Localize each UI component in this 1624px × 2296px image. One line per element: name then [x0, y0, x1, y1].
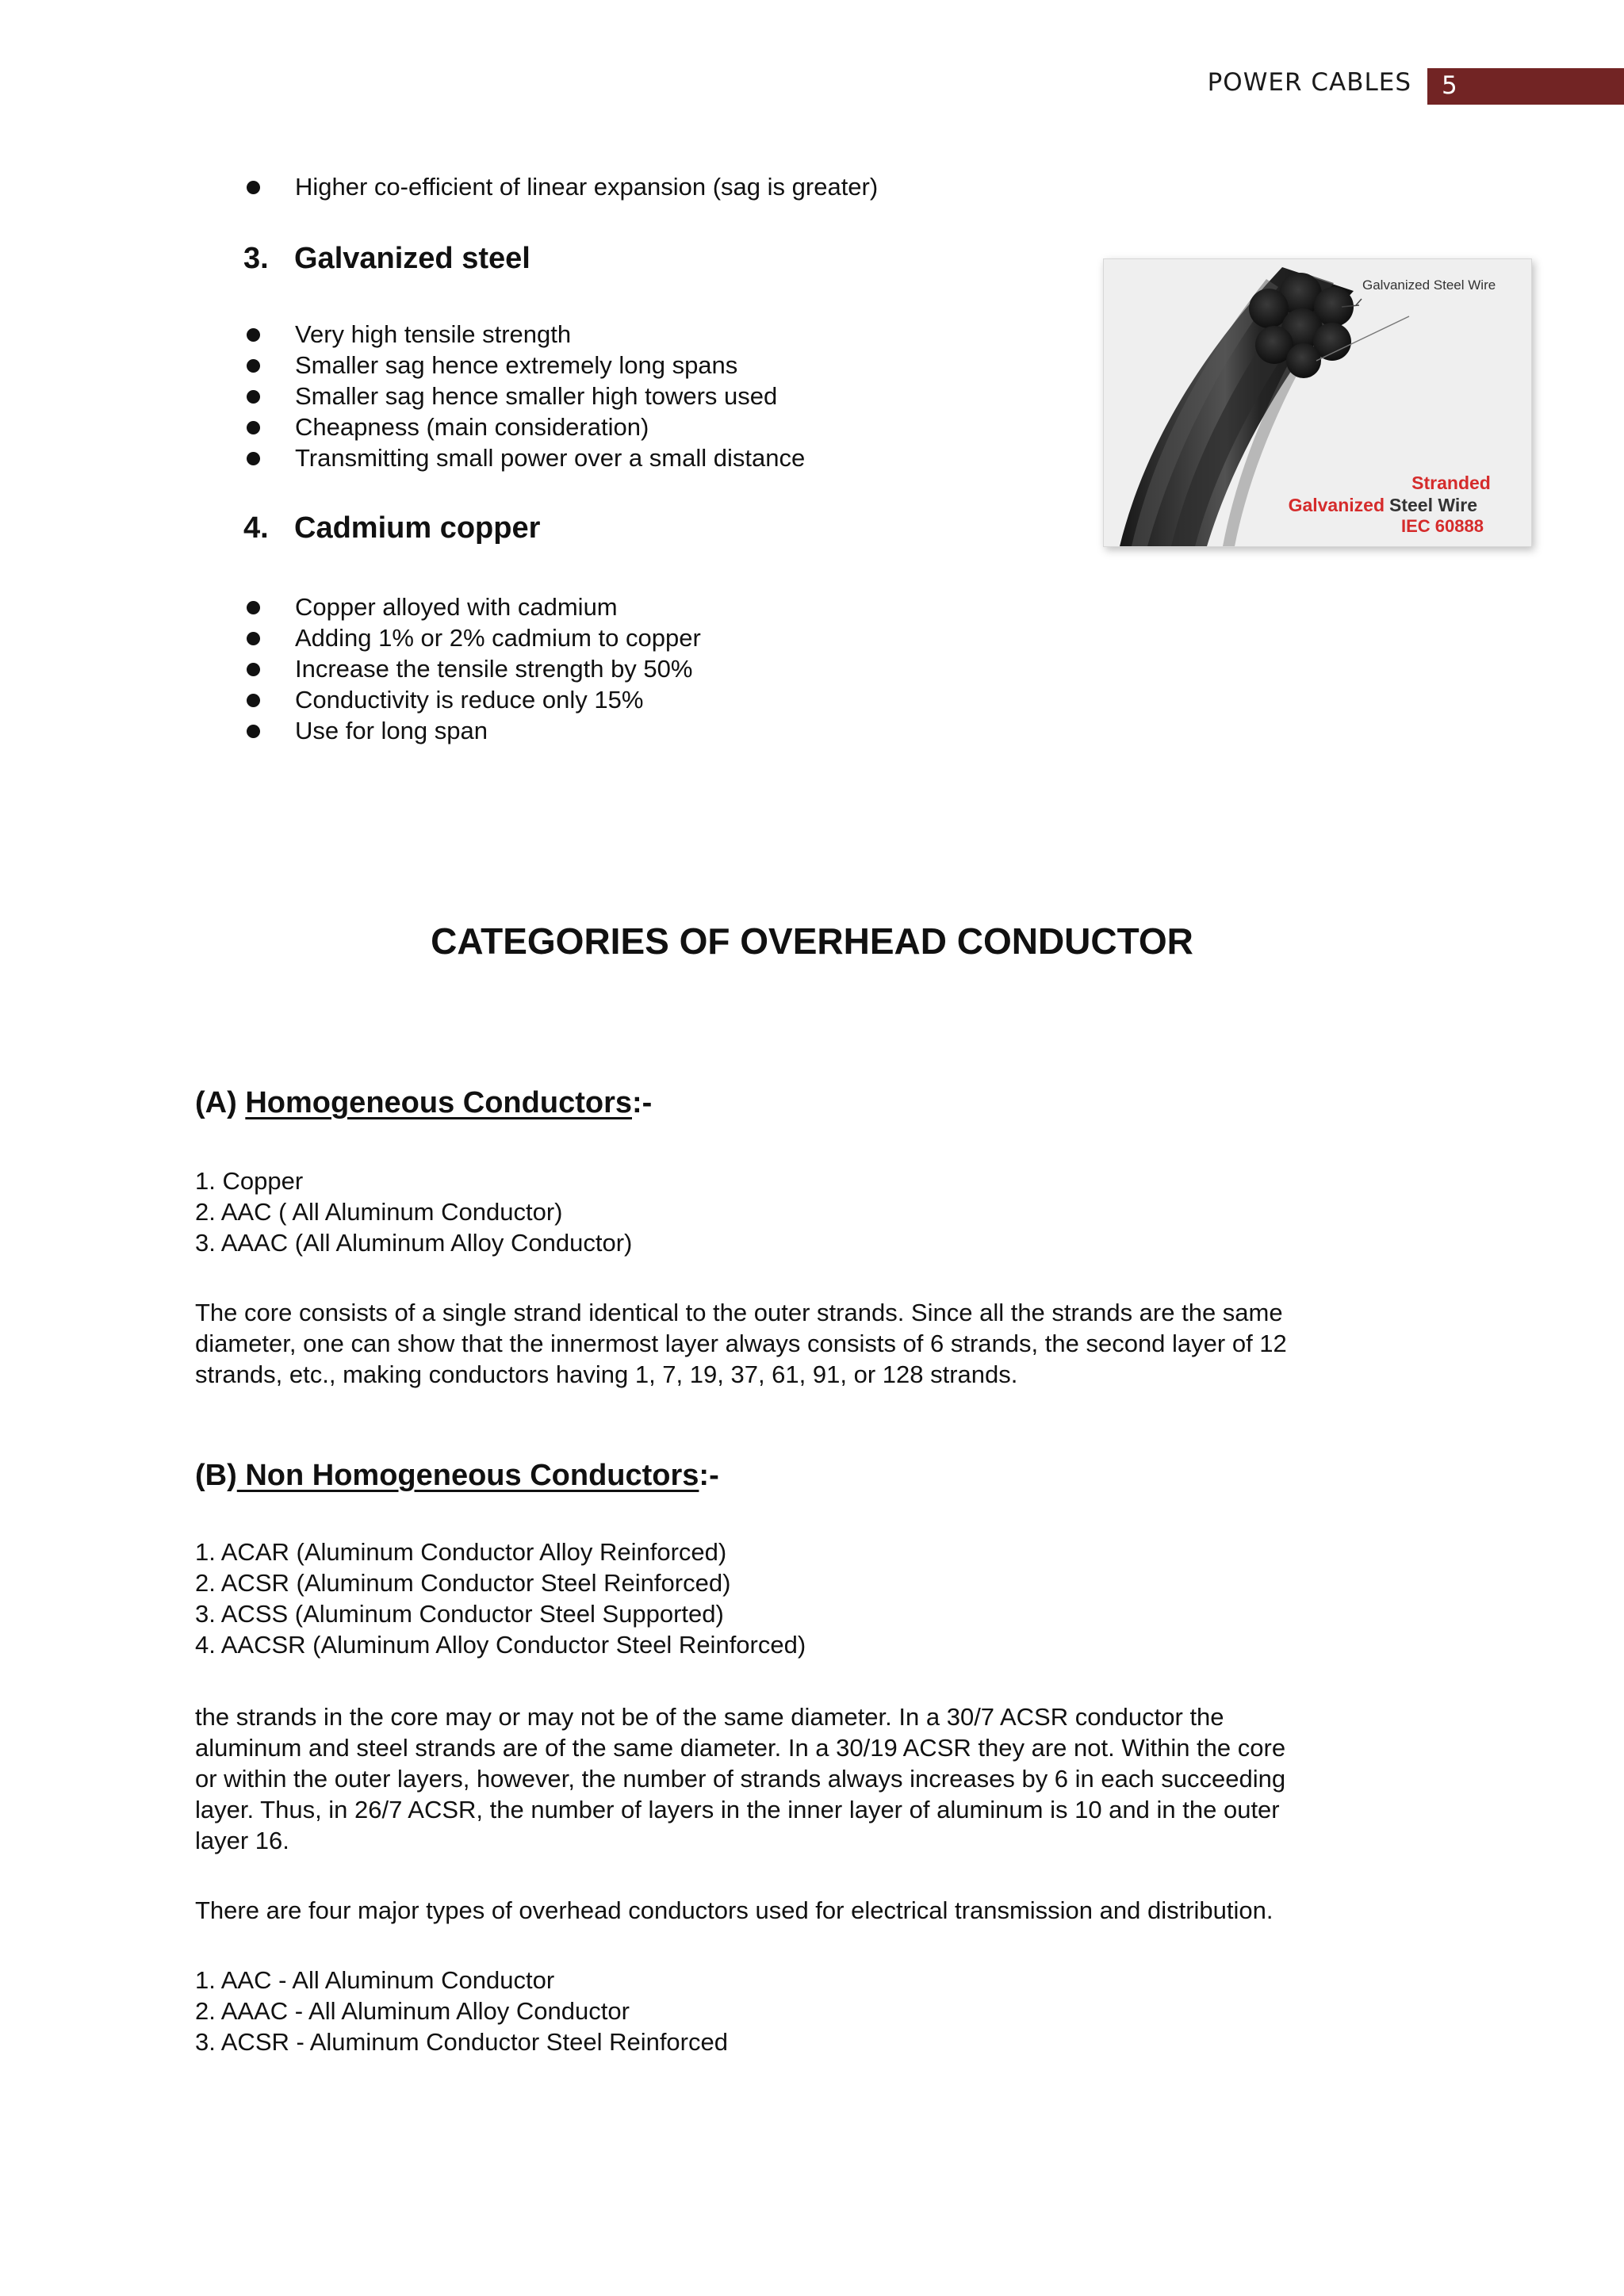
list-item: 3. AAAC (All Aluminum Alloy Conductor) — [195, 1229, 633, 1257]
heading-title: Non Homogeneous Conductors — [236, 1459, 699, 1492]
top-bullet-list — [243, 171, 878, 202]
list-item: Use for long span — [243, 715, 701, 746]
caption-line-2b: Steel Wire — [1389, 495, 1478, 515]
heading-suffix: :- — [699, 1459, 719, 1492]
non-homogeneous-paragraph — [195, 1701, 1413, 1856]
list-item: Adding 1% or 2% cadmium to copper — [243, 622, 701, 653]
paragraph-line: There are four major types of overhead conductors used for electrical transmission and distribution. — [195, 1896, 1274, 1924]
wire-label: Galvanized Steel Wire — [1362, 277, 1496, 293]
galvanized-steel-wire-image — [1103, 258, 1532, 547]
galvanized-bullet-list — [243, 319, 805, 473]
page-number-badge — [1427, 68, 1624, 105]
list-item: 3. ACSS (Aluminum Conductor Steel Supported) — [195, 1600, 724, 1628]
list-item: Cheapness (main consideration) — [243, 411, 805, 442]
section-number: 3. — [243, 242, 269, 275]
list-item: Increase the tensile strength by 50% — [243, 653, 701, 684]
caption-line-3: IEC 60888 — [1401, 516, 1484, 536]
paragraph-line: strands, etc., making conductors having 1, 7, 19, 37, 61, 91, or 128 strands. — [195, 1360, 1018, 1388]
header-title: POWER CABLES — [1207, 68, 1411, 97]
section-number: 4. — [243, 511, 269, 545]
list-item: Copper alloyed with cadmium — [243, 591, 701, 622]
section-heading-cadmium — [243, 511, 540, 545]
list-item: Conductivity is reduce only 15% — [243, 684, 701, 715]
cadmium-bullet-list — [243, 591, 701, 746]
page-number: 5 — [1442, 71, 1457, 100]
heading-non-homogeneous — [195, 1459, 719, 1493]
page-title: CATEGORIES OF OVERHEAD CONDUCTOR — [431, 920, 1193, 962]
paragraph-line: layer. Thus, in 26/7 ACSR, the number of layers in the inner layer of aluminum is 10 and in the outer — [195, 1796, 1280, 1823]
caption-line-1: Stranded — [1411, 473, 1491, 493]
non-homogeneous-list — [195, 1536, 806, 1660]
list-item: Smaller sag hence extremely long spans — [243, 350, 805, 381]
caption-line-2a: Galvanized — [1288, 495, 1385, 515]
list-item: Very high tensile strength — [243, 319, 805, 350]
four-types-list — [195, 1965, 728, 2057]
paragraph-line: or within the outer layers, however, the number of strands always increases by 6 in each succeeding — [195, 1765, 1286, 1793]
list-item: 1. ACAR (Aluminum Conductor Alloy Reinforced) — [195, 1538, 727, 1566]
list-item: 2. AAAC - All Aluminum Alloy Conductor — [195, 1997, 630, 2025]
paragraph-line: layer 16. — [195, 1827, 289, 1854]
section-title: Galvanized steel — [294, 242, 530, 275]
list-item: 2. AAC ( All Aluminum Conductor) — [195, 1198, 563, 1226]
paragraph-line: the strands in the core may or may not be of the same diameter. In a 30/7 ACSR conductor the — [195, 1703, 1224, 1731]
paragraph-line: aluminum and steel strands are of the same diameter. In a 30/19 ACSR they are not. Within the core — [195, 1734, 1286, 1762]
list-item: 3. ACSR - Aluminum Conductor Steel Reinforced — [195, 2028, 728, 2056]
section-title: Cadmium copper — [294, 511, 541, 545]
list-item: Smaller sag hence smaller high towers used — [243, 381, 805, 411]
heading-suffix: :- — [632, 1086, 653, 1119]
list-item: 2. ACSR (Aluminum Conductor Steel Reinforced) — [195, 1569, 731, 1597]
heading-prefix: (A) — [195, 1086, 246, 1119]
list-item: Higher co-efficient of linear expansion (sag is greater) — [243, 171, 878, 202]
heading-homogeneous — [195, 1086, 652, 1120]
four-types-intro — [195, 1895, 1413, 1926]
list-item: 4. AACSR (Aluminum Alloy Conductor Steel Reinforced) — [195, 1631, 806, 1659]
section-heading-galvanized — [243, 242, 530, 276]
paragraph-line: The core consists of a single strand identical to the outer strands. Since all the strands are the same — [195, 1299, 1283, 1326]
heading-title: Homogeneous Conductors — [245, 1086, 632, 1119]
paragraph-line: diameter, one can show that the innermost layer always consists of 6 strands, the second layer of 12 — [195, 1330, 1287, 1357]
homogeneous-paragraph — [195, 1297, 1413, 1390]
list-item: 1. AAC - All Aluminum Conductor — [195, 1966, 555, 1994]
list-item: 1. Copper — [195, 1167, 304, 1195]
list-item: Transmitting small power over a small distance — [243, 442, 805, 473]
heading-prefix: (B) — [195, 1459, 237, 1492]
homogeneous-list — [195, 1165, 632, 1258]
